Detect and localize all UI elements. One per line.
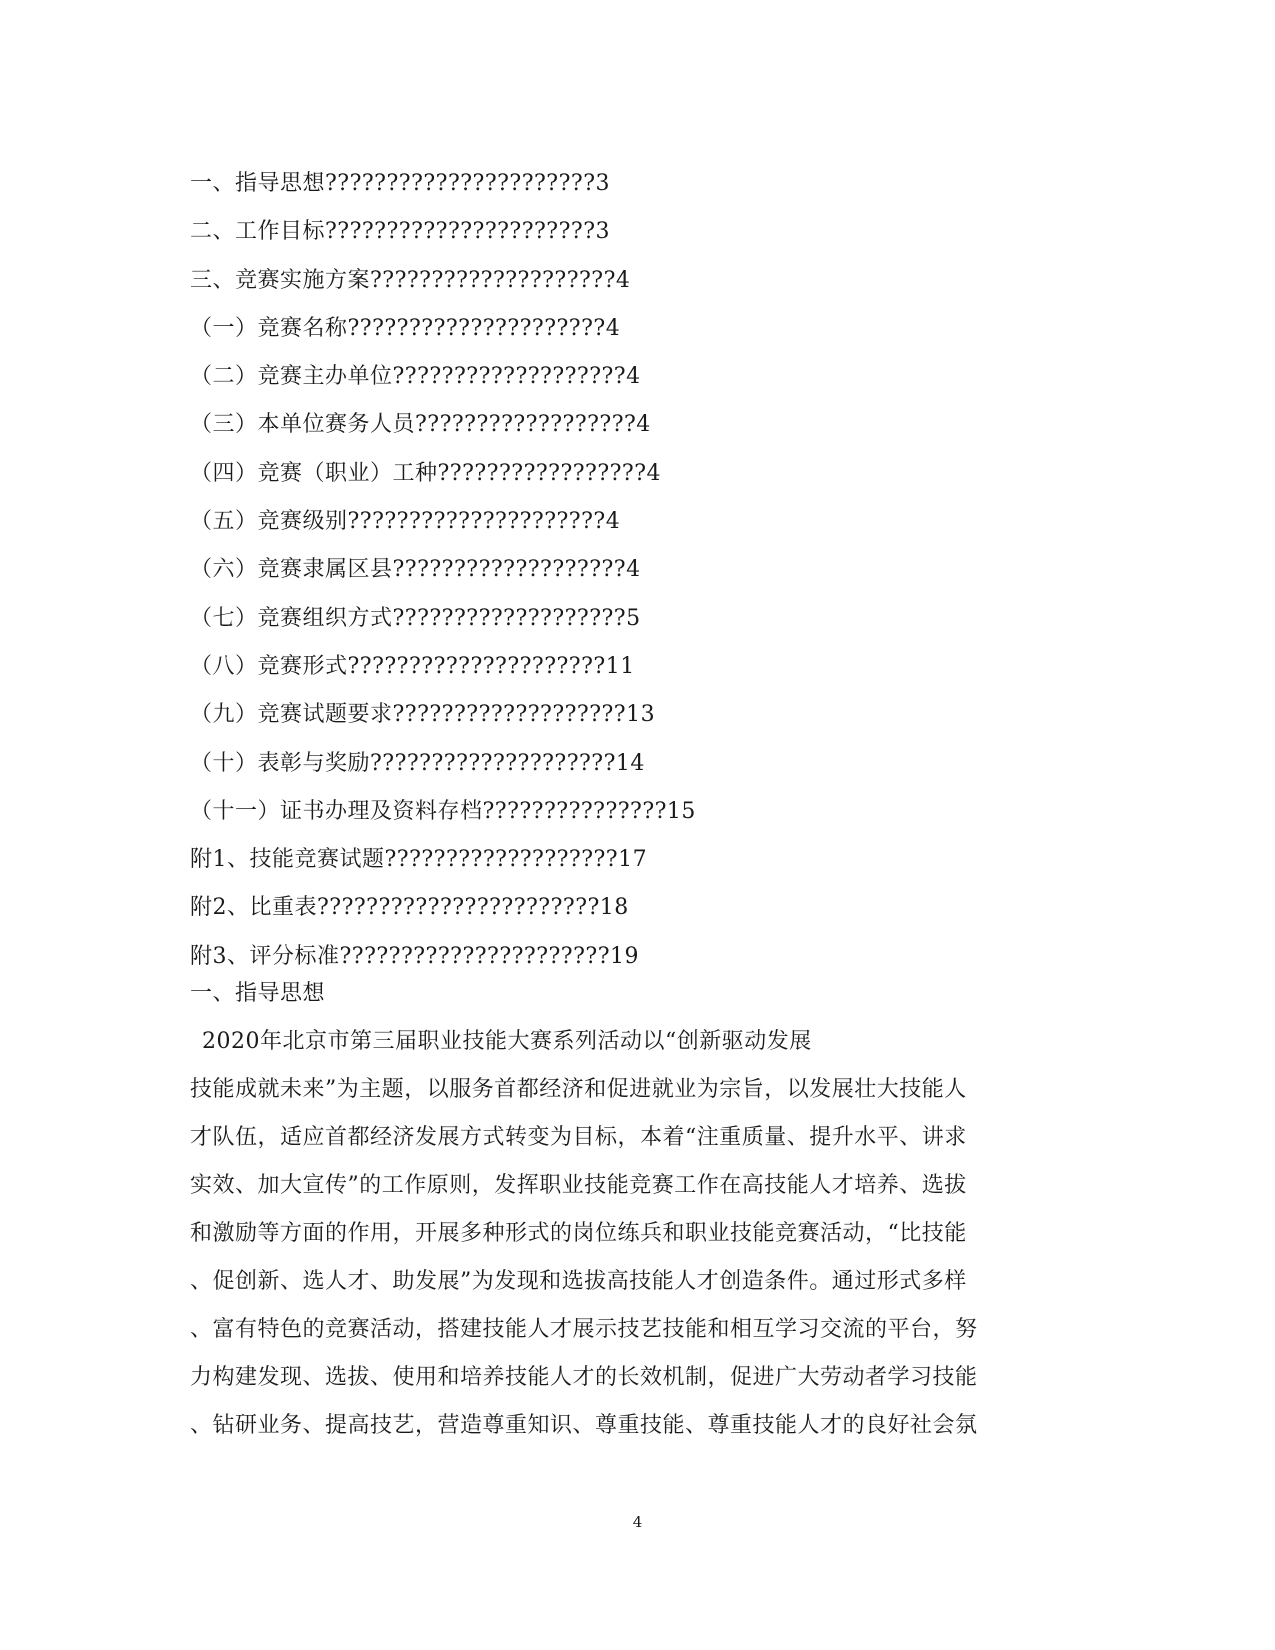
toc-entry: 附3、评分标准??????????????????????19 (190, 943, 639, 969)
toc-entry: （一）竞赛名称?????????????????????4 (190, 315, 621, 341)
toc-entry: 二、工作目标??????????????????????3 (190, 219, 610, 245)
paragraph-line: 、富有特色的竞赛活动，搭建技能人才展示技艺技能和相互学习交流的平台，努 (190, 1317, 978, 1342)
paragraph-line: 力构建发现、选拔、使用和培养技能人才的长效机制，促进广大劳动者学习技能 (190, 1365, 978, 1390)
toc-entry: （七）竞赛组织方式???????????????????5 (190, 605, 641, 631)
section-heading: 一、指导思想 (190, 981, 326, 1006)
paragraph-line: 实效、加大宣传”的工作原则，发挥职业技能竞赛工作在高技能人才培养、选拔 (190, 1173, 967, 1198)
toc-entry: （三）本单位赛务人员??????????????????4 (190, 412, 651, 438)
paragraph-line: 、促创新、选人才、助发展”为发现和选拔高技能人才创造条件。通过形式多样 (190, 1269, 967, 1294)
paragraph-line: 技能成就未来”为主题，以服务首都经济和促进就业为宗旨，以发展壮大技能人 (190, 1077, 967, 1102)
paragraph-line: 和激励等方面的作用，开展多种形式的岗位练兵和职业技能竞赛活动，“比技能 (190, 1221, 967, 1246)
toc-entry: （十一）证书办理及资料存档???????????????15 (190, 798, 696, 824)
toc-entry: （八）竞赛形式?????????????????????11 (190, 653, 635, 679)
toc-entry: （四）竞赛（职业）工种?????????????????4 (190, 460, 662, 486)
toc-entry: （五）竞赛级别?????????????????????4 (190, 509, 621, 535)
paragraph-first-line: 2020年北京市第三届职业技能大赛系列活动以“创新驱动发展 (202, 1029, 812, 1054)
paragraph-line: 、钻研业务、提高技艺，营造尊重知识、尊重技能、尊重技能人才的良好社会氛 (190, 1413, 978, 1438)
toc-entry: 三、竞赛实施方案????????????????????4 (190, 267, 631, 293)
toc-entry: （十）表彰与奖励????????????????????14 (190, 750, 645, 776)
toc-entry: （二）竞赛主办单位???????????????????4 (190, 364, 641, 390)
paragraph-body (190, 1066, 1090, 1450)
toc-entry: 附1、技能竞赛试题???????????????????17 (190, 847, 648, 873)
page-number: 4 (632, 1513, 643, 1531)
paragraph-line: 才队伍，适应首都经济发展方式转变为目标，本着“注重质量、提升水平、讲求 (190, 1125, 967, 1150)
toc-entry: 附2、比重表???????????????????????18 (190, 895, 629, 921)
toc-entry: （六）竞赛隶属区县???????????????????4 (190, 557, 641, 583)
toc-entry: 一、指导思想??????????????????????3 (190, 171, 610, 196)
table-of-contents (190, 160, 1090, 981)
toc-entry: （九）竞赛试题要求???????????????????13 (190, 702, 656, 728)
